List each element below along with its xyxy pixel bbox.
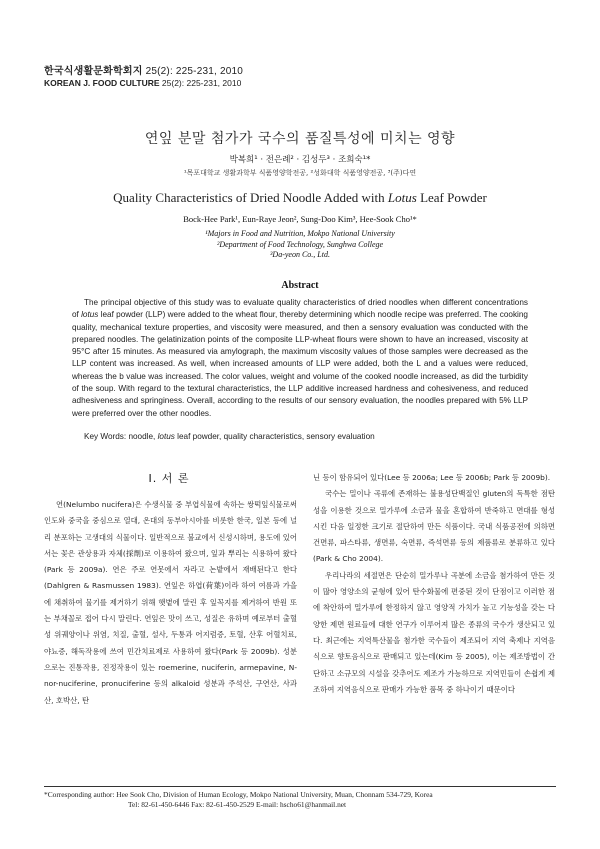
paragraph: 국수는 밀이나 곡류에 존재하는 불용성단백질인 gluten의 독특한 점탄성을 이용한 것으로 밀가루에 소금과 물을 혼합하여 반죽하고 면대를 형성시킨 다음 일정한 크기로 절단하여 만든 식품이다. 국내 식품공전에 의하면 건면류, 파스타류, 생면류, 숙면류, 즉석면류 등의 제품류로 분류하고 있다(Park & Cho 2004). [313, 489, 555, 564]
left-column [44, 497, 297, 709]
keywords: Key Words: noodle, lotus leaf powder, quality characteristics, sensory evaluation [84, 432, 375, 441]
keywords-label: Key Words: [84, 432, 127, 441]
paragraph: 연(Nelumbo nucifera)은 수생식물 중 부엽식물에 속하는 쌍떡잎식물로써 인도와 중국을 중심으로 열대, 온대의 동부아시아를 비롯한 한국, 일본 등에 널리 분포하는 고생대의 식물이다. 일반적으로 불교에서 신성시하며, 용도에 있어서는 꽃은 관상용과 자체(採劑)로 이용하여 왔으며, 잎과 뿌리는 식용하여 왔다(Park 등 2009a). 연은 주로 연못에서 자라고 논밭에서 재배된다고 한다(Dahlgren & Rasmussen 1983). 연잎은 하엽(荷葉)이라 하여 여름과 가을에 채취하여 물기를 제거하기 위해 햇볕에 말린 후 잎꼭지를 제거하여 반원 또는 부채꼴로 접어 다시 말린다. 연잎은 맛이 쓰고, 성질은 유하며 예로부터 출혈성 위궤양이나 위염, 치질, 출혈, 설사, 두통과 어지럼증, 토혈, 산후 어혈치료, 야뇨증, 해독작용에 쓰여 민간치료제로 사용하여 왔다(Park 등 2009b). 성분으로는 진통작용, 진정작용이 있는 roemerine, nuciferin, armepavine, N-nor-nuciferine, pronuciferine 등의 alkaloid 성분과 주석산, 구연산, 사과산, 호박산, 탄 [44, 500, 297, 705]
journal-citation-ko: 25(2): 225-231, 2010 [145, 66, 243, 77]
affiliation-2: ²Department of Food Technology, Sunghwa College [216, 239, 384, 249]
authors-korean: 박복희¹ · 전은례² · 김성두³ · 조희숙¹* [229, 155, 371, 165]
affiliation-3: ³Da-yeon Co., Ltd. [270, 250, 330, 259]
authors-english: Bock-Hee Park¹, Eun-Raye Jeon², Sung-Doo Kim³, Hee-Sook Cho¹* [183, 214, 417, 224]
paragraph: 우리나라의 세절면은 단순히 밀가루나 곡분에 소금을 첨가하여 만든 것이 많아 영양소의 균형에 있어 탄수화물에 편중된 것이 단점이고 이러한 점에 착안하여 밀가루에 한정하지 않고 영양적 가치가 높고 기능성을 갖는 다양한 제면 원료들에 대한 연구가 이루어져 많은 종류의 국수가 생산되고 있다. 최근에는 지역특산물을 첨가한 국수들이 제조되어 지역 축제나 지역음식으로 향토음식으로 판매되고 있는데(Kim 등 2005), 이는 제조방법이 간단하고 소규모의 시설을 갖추어도 제조가 가능하므로 지역민들이 손쉽게 제조하여 지역음식으로 판매가 가능한 품목 중 하나이기 때문이다 [313, 570, 555, 694]
affiliations-korean: ¹목포대학교 생활과학부 식품영양학전공, ²성화대학 식품영양전공, ³(주)다연 [183, 169, 417, 177]
journal-citation-en: 25(2): 225-231, 2010 [161, 78, 242, 88]
footnote-line-1: *Corresponding author: Hee Sook Cho, Division of Human Ecology, Mokpo National University, Muan, Chonnam 534-729, Korea [44, 790, 433, 799]
right-column [313, 470, 555, 698]
affiliations-english [0, 229, 600, 261]
paragraph: 닌 등이 함유되어 있다(Lee 등 2006a; Lee 등 2006b; Park 등 2009b). [313, 473, 551, 482]
footnote-line-2: Tel: 82-61-450-6446 Fax: 82-61-450-2529 E-mail: hscho61@hanmail.net [128, 800, 347, 809]
journal-name-en: KOREAN J. FOOD CULTURE [44, 78, 160, 88]
abstract-heading: Abstract [281, 280, 319, 291]
title-english: Quality Characteristics of Dried Noodle Added with Lotus Leaf Powder [113, 190, 487, 205]
journal-name-ko: 한국식생활문화학회지 [44, 66, 143, 77]
section-heading-introduction: I. 서 론 [148, 472, 190, 485]
title-korean: 연잎 분말 첨가가 국수의 품질특성에 미치는 영향 [144, 131, 456, 147]
journal-header [44, 62, 243, 88]
corresponding-author-footnote [44, 786, 556, 810]
abstract-body: The principal objective of this study was to evaluate quality characteristics of dried noodles when different concentrations of lotus leaf powder (LLP) were added to the wheat flour, thereby determining which noodle recipe was preferred. The cooking quality, mechanical texture properties, and viscosity were measured, and then a sensory evaluation was conducted with the prepared noodles. The gelatinization points of the composite LLP-wheat flours were shown to have an increased, viscosity at 95°C after 15 minutes. As measured via amylograph, the maximum viscosity values of those samples were decreased as the LLP content was increased. As well, when increased amounts of LLP were added, both the L and a values were reduced, whereas the b value was increased. The color values, weight and volume of the cooked noodle increased, as did the turbidity of the soup. With regard to the textural characteristics, the LLP additive increased hardness and cohesiveness, and reduced adhesiveness and springiness. Overall, according to the results of our sensory evaluation, the noodles prepared with 5% LLP were preferred over the other noodles. [72, 298, 528, 418]
affiliation-1: ¹Majors in Food and Nutrition, Mokpo National University [205, 229, 395, 238]
